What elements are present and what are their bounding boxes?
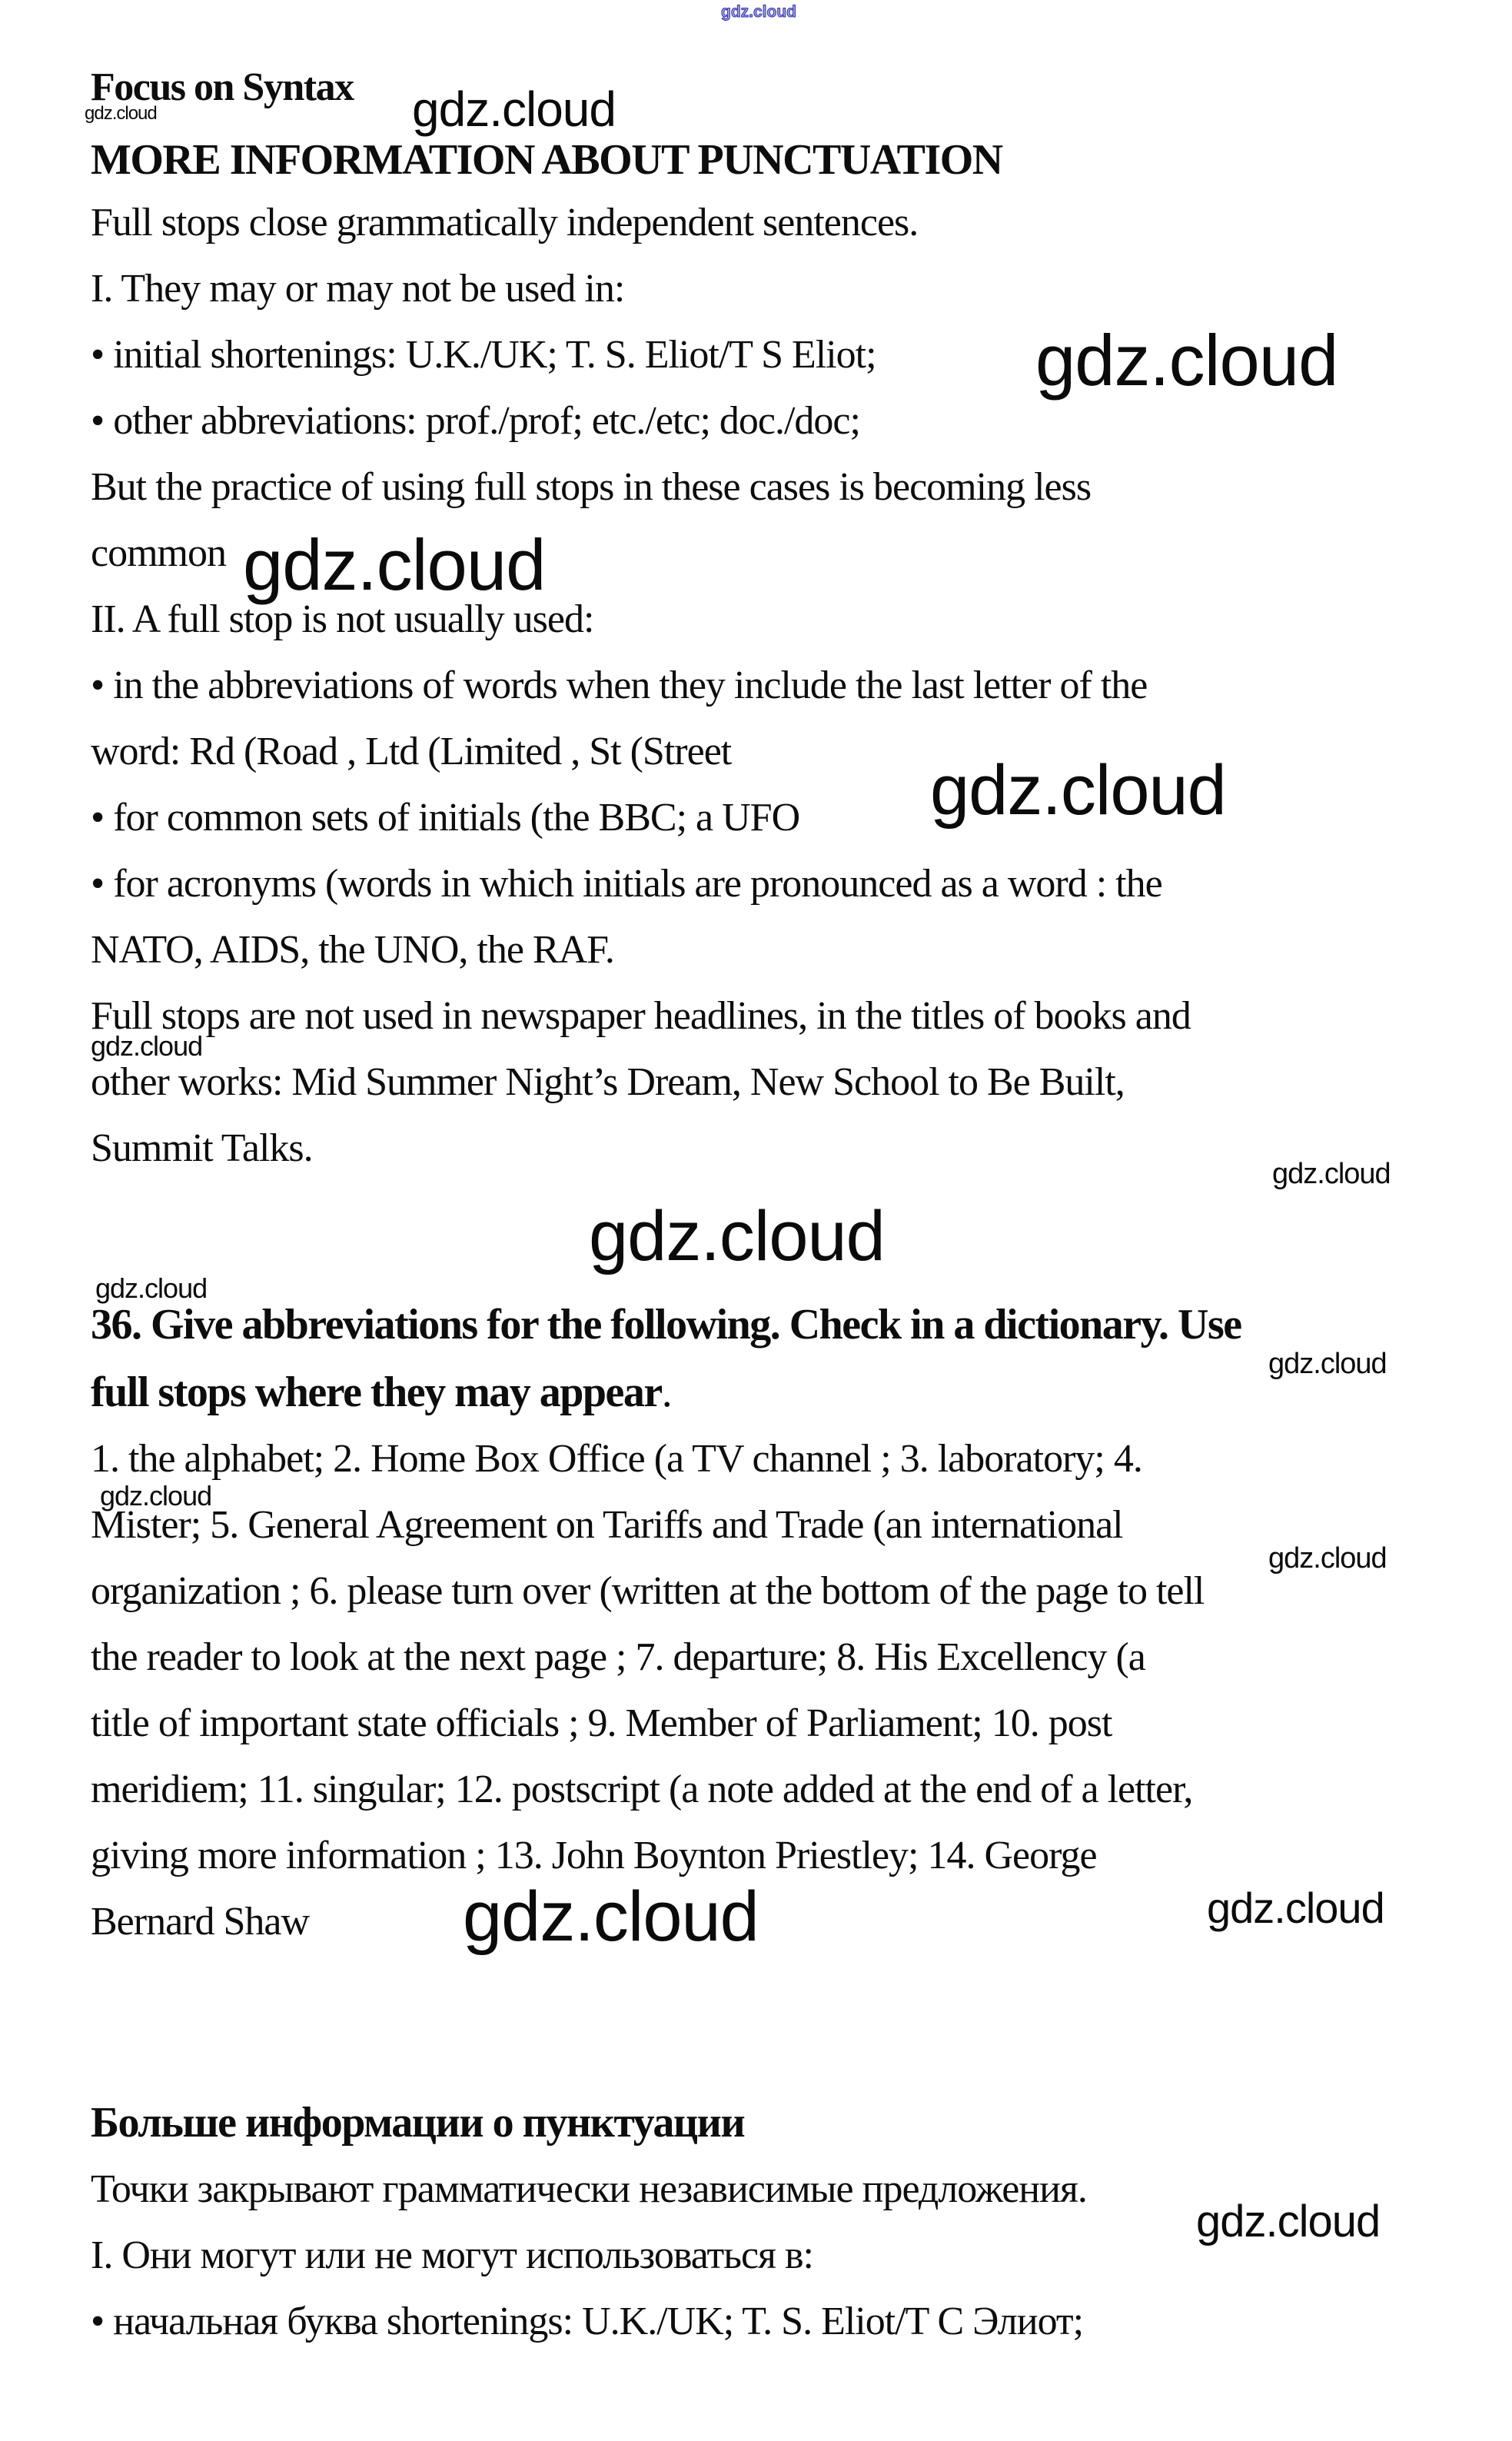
heading-russian-translation <box>91 2099 745 2147</box>
body-line <box>91 597 594 641</box>
body-line <box>91 930 614 970</box>
bullet-line-text: • for acronyms (words in which initials are pronounced as a word : the <box>91 862 1162 906</box>
russian-body-line <box>91 2167 1087 2211</box>
body-line <box>91 467 1091 507</box>
exercise-item-line-text: meridiem; 11. singular; 12. postscript (a note added at the end of a letter, <box>91 1768 1193 1811</box>
russian-body-line-text: Точки закрывают грамматически независимые предложения. <box>91 2167 1087 2211</box>
exercise-item-line-text: Bernard Shaw <box>91 1900 310 1944</box>
watermark: gdz.cloud <box>1268 1542 1387 1575</box>
heading-more-information-text: MORE INFORMATION ABOUT PUNCTUATION <box>91 136 1002 184</box>
exercise-item-line-text: giving more information ; 13. John Boynton Priestley; 14. George <box>91 1834 1097 1877</box>
exercise-36-instruction-text: 36. Give abbreviations for the following. Check in a dictionary. Use <box>91 1301 1241 1349</box>
exercise-36-instruction-text: full stops where they may appear <box>91 1368 662 1416</box>
body-line <box>91 1126 313 1170</box>
watermark: gdz.cloud <box>1196 2197 1381 2246</box>
body-line <box>91 732 731 772</box>
exercise-item-line-text: title of important state officials ; 9. Member of Parliament; 10. post <box>91 1701 1112 1745</box>
body-line <box>91 531 226 575</box>
watermark: gdz.cloud <box>930 751 1226 830</box>
body-line <box>91 203 918 243</box>
russian-body-line-text: I. Они могут или не могут использоваться в: <box>91 2233 813 2277</box>
exercise-36-instruction-tail: . <box>661 1368 672 1416</box>
watermark: gdz.cloud <box>95 1272 208 1304</box>
bullet-line <box>91 798 799 838</box>
bullet-line-text: • initial shortenings: U.K./UK; T. S. Eliot/T S Eliot; <box>91 333 876 377</box>
heading-focus-on-syntax <box>91 65 354 109</box>
exercise-item-line <box>91 1701 1112 1745</box>
body-line-text: other works: Mid Summer Night’s Dream, New School to Be Built, <box>91 1060 1125 1104</box>
watermark: gdz.cloud <box>85 103 157 124</box>
watermark: gdz.cloud <box>1268 1348 1387 1380</box>
exercise-item-line-text: the reader to look at the next page ; 7. departure; 8. His Excellency (a <box>91 1635 1145 1679</box>
body-line-text: Summit Talks. <box>91 1126 313 1170</box>
bullet-line-text: • for common sets of initials (the BBC; a UFO <box>91 796 800 840</box>
watermark: gdz.cloud <box>1035 320 1338 401</box>
exercise-item-line <box>91 1505 1123 1545</box>
body-line <box>91 1060 1125 1104</box>
watermark: gdz.cloud <box>91 1030 203 1062</box>
watermark: gdz.cloud <box>1207 1884 1384 1932</box>
russian-bullet-line <box>91 2302 1083 2342</box>
exercise-item-line-text: 1. the alphabet; 2. Home Box Office (a TV channel ; 3. laboratory; 4. <box>91 1437 1142 1481</box>
body-line-text: word: Rd (Road , Ltd (Limited , St (Street <box>91 730 732 773</box>
watermark: gdz.cloud <box>463 1877 759 1956</box>
body-line <box>91 269 624 309</box>
body-line-text: Full stops are not used in newspaper headlines, in the titles of books and <box>91 994 1191 1038</box>
exercise-item-line <box>91 1770 1192 1810</box>
exercise-item-line-text: organization ; 6. please turn over (written at the bottom of the page to tell <box>91 1569 1205 1613</box>
exercise-item-line-text: Mister; 5. General Agreement on Tariffs and Trade (an international <box>91 1503 1123 1547</box>
watermark: gdz.cloud <box>1272 1158 1391 1190</box>
body-line-text: But the practice of using full stops in these cases is becoming less <box>91 465 1092 509</box>
body-line-text: NATO, AIDS, the UNO, the RAF. <box>91 928 614 972</box>
watermark: gdz.cloud <box>412 81 616 137</box>
exercise-item-line <box>91 1902 309 1942</box>
watermark: gdz.cloud <box>243 524 546 605</box>
heading-russian-translation-text: Больше информации о пунктуации <box>91 2099 745 2147</box>
watermark-top-blue: gdz.cloud <box>721 3 796 21</box>
watermark: gdz.cloud <box>589 1197 885 1275</box>
exercise-item-line <box>91 1635 1145 1679</box>
exercise-item-line <box>91 1836 1097 1876</box>
bullet-line-text: • other abbreviations: prof./prof; etc./etc; doc./doc; <box>91 399 860 443</box>
bullet-line-text: • in the abbreviations of words when they include the last letter of the <box>91 663 1148 707</box>
exercise-36-instruction <box>91 1368 672 1416</box>
bullet-line <box>91 864 1162 904</box>
heading-focus-on-syntax-text: Focus on Syntax <box>91 65 354 109</box>
heading-more-information <box>91 136 1002 184</box>
bullet-line <box>91 335 876 375</box>
exercise-36-instruction <box>91 1301 1241 1349</box>
russian-body-line <box>91 2233 813 2277</box>
bullet-line <box>91 401 860 441</box>
exercise-item-line <box>91 1439 1142 1479</box>
exercise-item-line <box>91 1571 1204 1611</box>
bullet-line <box>91 663 1148 707</box>
body-line <box>91 996 1191 1036</box>
body-line-text: II. A full stop is not usually used: <box>91 597 594 641</box>
body-line-text: Full stops close grammatically independent sentences. <box>91 201 919 244</box>
body-line-text: I. They may or may not be used in: <box>91 267 625 311</box>
body-line-text: common <box>91 531 226 575</box>
watermark: gdz.cloud <box>100 1480 212 1511</box>
russian-bullet-line-text: • начальная буква shortenings: U.K./UK; T. S. Eliot/T С Элиот; <box>91 2300 1084 2343</box>
